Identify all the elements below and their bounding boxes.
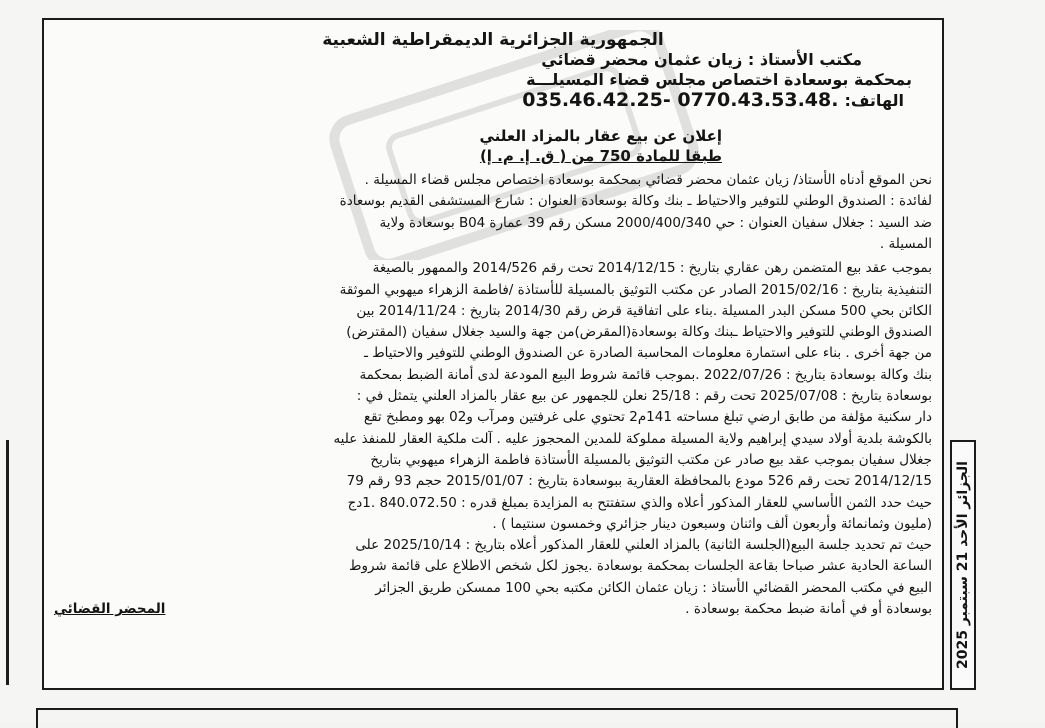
- body-line: لفائدة : الصندوق الوطني للتوفير والاحتياط ـ بنك وكالة بوسعادة العنوان : شارع المستشفى القديم بوسعادة: [339, 193, 932, 210]
- announcement-subtitle: طبقا للمادة 750 من ( ق. إ. م. إ): [479, 146, 722, 165]
- body-line: المسيلة .: [879, 235, 932, 252]
- notice-body: [54, 170, 932, 620]
- body-line: بالكوشة بلدية أولاد سيدي إبراهيم ولاية المسيلة مملوكة للمدين المحجوز عليه . آلت ملكية العقار للمنفذ عليه: [333, 430, 932, 447]
- next-notice-frame: [36, 708, 958, 728]
- body-line: حيث تم تحديد جلسة البيع(الجلسة الثانية) بالمزاد العلني للعقار المذكور أعلاه بتاريخ : 2025/10/14 على: [355, 537, 932, 554]
- body-line: حيث حدد الثمن الأساسي للعقار المذكور أعلاه والذي ستفتتح به المزايدة بمبلغ قدره : 840.072.50 .1دج: [347, 494, 932, 511]
- body-line: من جهة أخرى . بناء على استمارة معلومات المحاسبة الصادرة عن الصندوق الوطني للتوفير والاحتياط ـ: [363, 345, 932, 362]
- body-line: الصندوق الوطني للتوفير والاحتياط ـبنك وكالة بوسعادة(المقرض)من جهة والسيد جغلال سفيان (المقترض): [346, 324, 932, 341]
- body-line: التنفيذية بتاريخ : 2015/02/16 الصادر عن مكتب التوثيق بالمسيلة للأستاذة /فاطمة الزهراء ميهوبي الموثقة: [339, 281, 932, 298]
- phone-numbers: 035.46.42.25- 0770.43.53.48.: [522, 88, 839, 111]
- bailiff-signature: المحضر القضائي: [54, 601, 166, 617]
- office-name: مكتب الأستاذ : زيان عثمان محضر قضائي: [541, 50, 862, 70]
- left-column-rule: [6, 440, 9, 685]
- announcement-title: إعلان عن بيع عقار بالمزاد العلني: [479, 126, 722, 145]
- phone-label: الهاتف:: [844, 90, 904, 110]
- body-line: 2014/12/15 تحت رقم 526 مودع بالمحافظة العقارية ببوسعادة بتاريخ : 2015/01/07 حجم 93 رقم 79: [346, 473, 932, 490]
- body-line: الكائن بحي 500 مسكن البدر المسيلة .بناء على اتفاقية قرض رقم 2014/30 بتاريخ : 2014/11/24 بين: [356, 302, 932, 319]
- body-line: بموجب عقد بيع المتضمن رهن عقاري بتاريخ : 2014/12/15 تحت رقم 2014/526 والممهور بالصيغة: [372, 260, 932, 277]
- body-line: نحن الموقع أدناه الأستاذ/ زيان عثمان محضر قضائي بمحكمة بوسعادة اختصاص مجلس قضاء المسيلة .: [364, 172, 932, 189]
- announcement-heading: [54, 126, 932, 167]
- body-line: البيع في مكتب المحضر القضائي الأستاذ : زيان عثمان الكائن مكتبه بحي 100 ممسكن طريق الجزائر: [375, 579, 932, 596]
- court-name: بمحكمة بوسعادة اختصاص مجلس قضاء المسيلـــة: [526, 69, 912, 89]
- auction-notice: [42, 18, 944, 690]
- body-line: جغلال سفيان بموجب عقد بيع صادر عن مكتب التوثيق بالمسيلة الأستاذة فاطمة الزهراء ميهوبي بتاريخ: [370, 451, 932, 468]
- body-last-line: بوسعادة أو في أمانة ضبط محكمة بوسعادة .: [685, 601, 932, 617]
- phone-line: [54, 89, 932, 112]
- body-line: ضد السيد : جغلال سفيان العنوان : حي 2000/400/340 مسكن رقم 39 عمارة B04 بوسعادة ولاية: [379, 214, 932, 231]
- body-line: دار سكنية مؤلفة من طابق ارضي تبلغ مساحته 141م2 تحتوي على غرفتين ومرآب و02 بهو ومطبخ تقع: [363, 409, 932, 426]
- body-line: (مليون وثمانمائة وأربعون ألف واثنان وسبعون دينار جزائري وخمسون سنتيما ) .: [492, 515, 932, 532]
- closing-row: [54, 599, 932, 620]
- body-line: بوسعادة بتاريخ : 2025/07/08 تحت رقم : 25/18 نعلن للجمهور عن بيع عقار بالمزاد العلني يتمثل في :: [356, 388, 932, 405]
- body-line: الساعة الحادية عشر صباحا بقاعة الجلسات بمحكمة بوسعادة .يجوز لكل شخص الاطلاع على قائمة شروط: [348, 558, 932, 575]
- newspaper-date-strip: [950, 440, 976, 690]
- body-line: بنك وكالة بوسعادة بتاريخ : 2022/07/26 .بموجب قائمة شروط البيع المودعة لدى أمانة الضبط بمحكمة: [359, 366, 932, 383]
- republic-title: الجمهورية الجزائرية الديمقراطية الشعبية: [322, 30, 664, 50]
- newspaper-date: الجزائر الأحد 21 سبتمبر 2025: [955, 461, 971, 669]
